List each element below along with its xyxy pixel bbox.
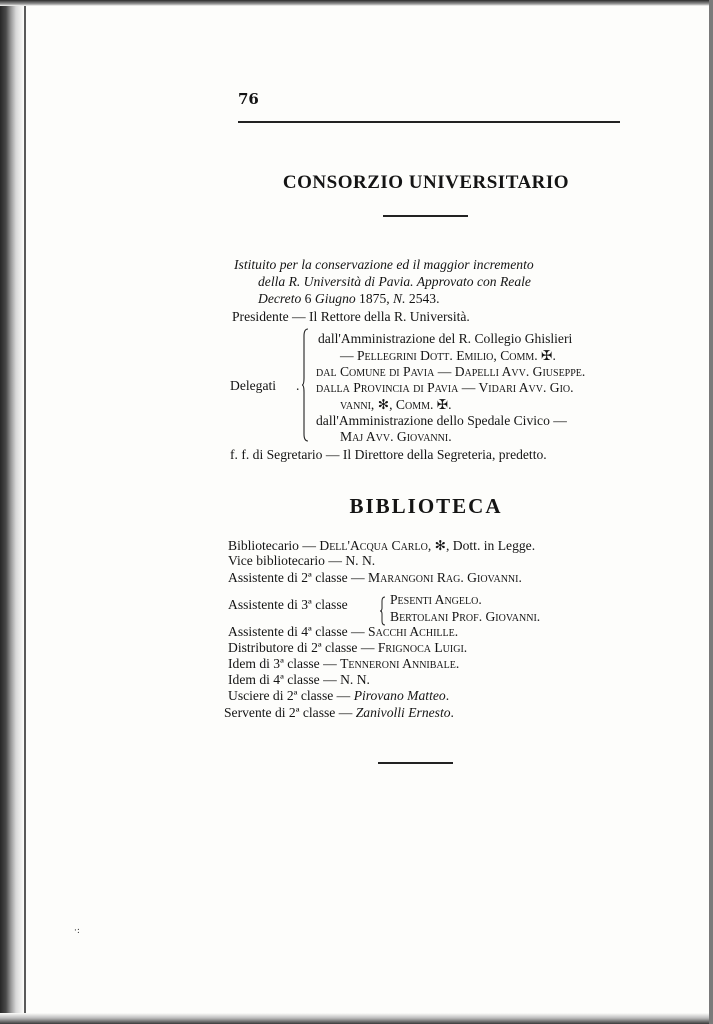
biblioteca-entry [228, 538, 535, 554]
entry-rest: . [478, 592, 482, 607]
delegato-line-5: vanni, ✻, Comm. ✠. [340, 397, 452, 412]
page-number: 76 [238, 90, 259, 108]
intro-month: Giugno [314, 291, 356, 306]
entry-rest: . [454, 624, 459, 639]
entry-name: Zanivolli Ernesto [355, 705, 451, 720]
entry-role: Bibliotecario — [228, 538, 320, 553]
header-rule [238, 121, 620, 123]
delegato-line-4: dalla Provincia di Pavia — Vidari Avv. Gio. [316, 380, 574, 395]
delegati-label: Delegati [230, 378, 277, 393]
biblioteca-entry [228, 624, 458, 640]
intro-day: 6 [301, 291, 315, 306]
biblioteca-entry [228, 672, 370, 688]
entry-name: Frignoca Luigi [377, 640, 464, 655]
scan-bottom-edge [0, 1013, 713, 1024]
presidente-line: Presidente — Il Rettore della R. Università. [232, 309, 470, 324]
intro-year: 1875, [355, 291, 394, 306]
title-rule [383, 215, 468, 217]
entry-rest: . [536, 609, 541, 624]
entry-role: Assistente di 2ª classe — [228, 570, 369, 585]
entry-name: Tenneroni Annibale [340, 656, 456, 671]
entry-role: Vice bibliotecario — [228, 553, 346, 568]
biblioteca-entry [390, 592, 482, 608]
intro-number: 2543. [405, 291, 440, 306]
intro-line-1: Istituito per la conservazione ed il maggior incremento [234, 257, 534, 272]
biblioteca-entry [228, 553, 375, 569]
scan-right-edge [709, 0, 713, 1024]
entry-rest: . [518, 570, 522, 585]
intro-line-2: della R. Università di Pavia. Approvato con Reale [258, 274, 531, 289]
delegati-brace [302, 328, 309, 442]
section-title-biblioteca: BIBLIOTECA [349, 494, 503, 518]
delegato-line-2: — Pellegrini Dott. Emilio, Comm. ✠. [340, 348, 556, 363]
entry-role: Distributore di 2ª classe — [228, 640, 378, 655]
delegato-line-3: dal Comune di Pavia — Dapelli Avv. Giuseppe. [316, 364, 586, 379]
entry-name: Pirovano Matteo [353, 688, 446, 703]
delegato-line-6: dall'Amministrazione dello Spedale Civico — [316, 413, 567, 428]
entry-name: Sacchi Achille [368, 624, 455, 639]
scan-left-line [24, 0, 26, 1024]
entry-rest: . [455, 656, 460, 671]
entry-rest: . [450, 705, 454, 720]
scan-left-edge [0, 0, 24, 1024]
entry-role: Idem di 4ª classe — [228, 672, 341, 687]
entry-role: Usciere di 2ª classe — [228, 688, 354, 703]
intro-decreto: Decreto [258, 291, 302, 306]
biblioteca-entry [228, 640, 467, 656]
segretario-line: f. f. di Segretario — Il Direttore della Segreteria, predetto. [230, 447, 547, 462]
entry-role: Assistente di 4ª classe — [228, 624, 369, 639]
biblioteca-entry [228, 656, 459, 672]
delegato-line-1: dall'Amministrazione del R. Collegio Ghislieri [318, 331, 573, 346]
section-title-consorzio: CONSORZIO UNIVERSITARIO [282, 172, 570, 193]
entry-name: Dell'Acqua Carlo [319, 538, 428, 553]
entry-name: Marangoni Rag. Giovanni [368, 570, 519, 585]
entry-rest: N. N. [340, 672, 370, 687]
entry-rest: , ✻, Dott. in Legge. [427, 538, 536, 553]
entry-name: Bertolani Prof. Giovanni [390, 609, 537, 624]
scan-top-edge [0, 0, 713, 6]
delegato-line-7: Maj Avv. Giovanni. [340, 429, 452, 444]
entry-rest: . [445, 688, 450, 703]
biblioteca-entry [228, 688, 449, 704]
entry-rest: . [463, 640, 468, 655]
delegati-mark: . [296, 378, 300, 393]
entry-name: Pesenti Angelo [390, 592, 479, 607]
biblioteca-entry [224, 705, 454, 721]
assistente-brace [380, 596, 386, 626]
biblioteca-entry: Assistente di 3ª classe [228, 597, 348, 612]
biblioteca-entry [390, 609, 540, 625]
intro-line-3 [258, 291, 440, 307]
biblioteca-entry [228, 570, 522, 586]
entry-rest: N. N. [345, 553, 376, 568]
entry-role: Idem di 3ª classe — [228, 656, 341, 671]
scan-specks: ·: [74, 926, 80, 936]
closing-rule [378, 762, 453, 764]
intro-n: N. [393, 291, 406, 306]
entry-role: Servente di 2ª classe — [224, 705, 356, 720]
